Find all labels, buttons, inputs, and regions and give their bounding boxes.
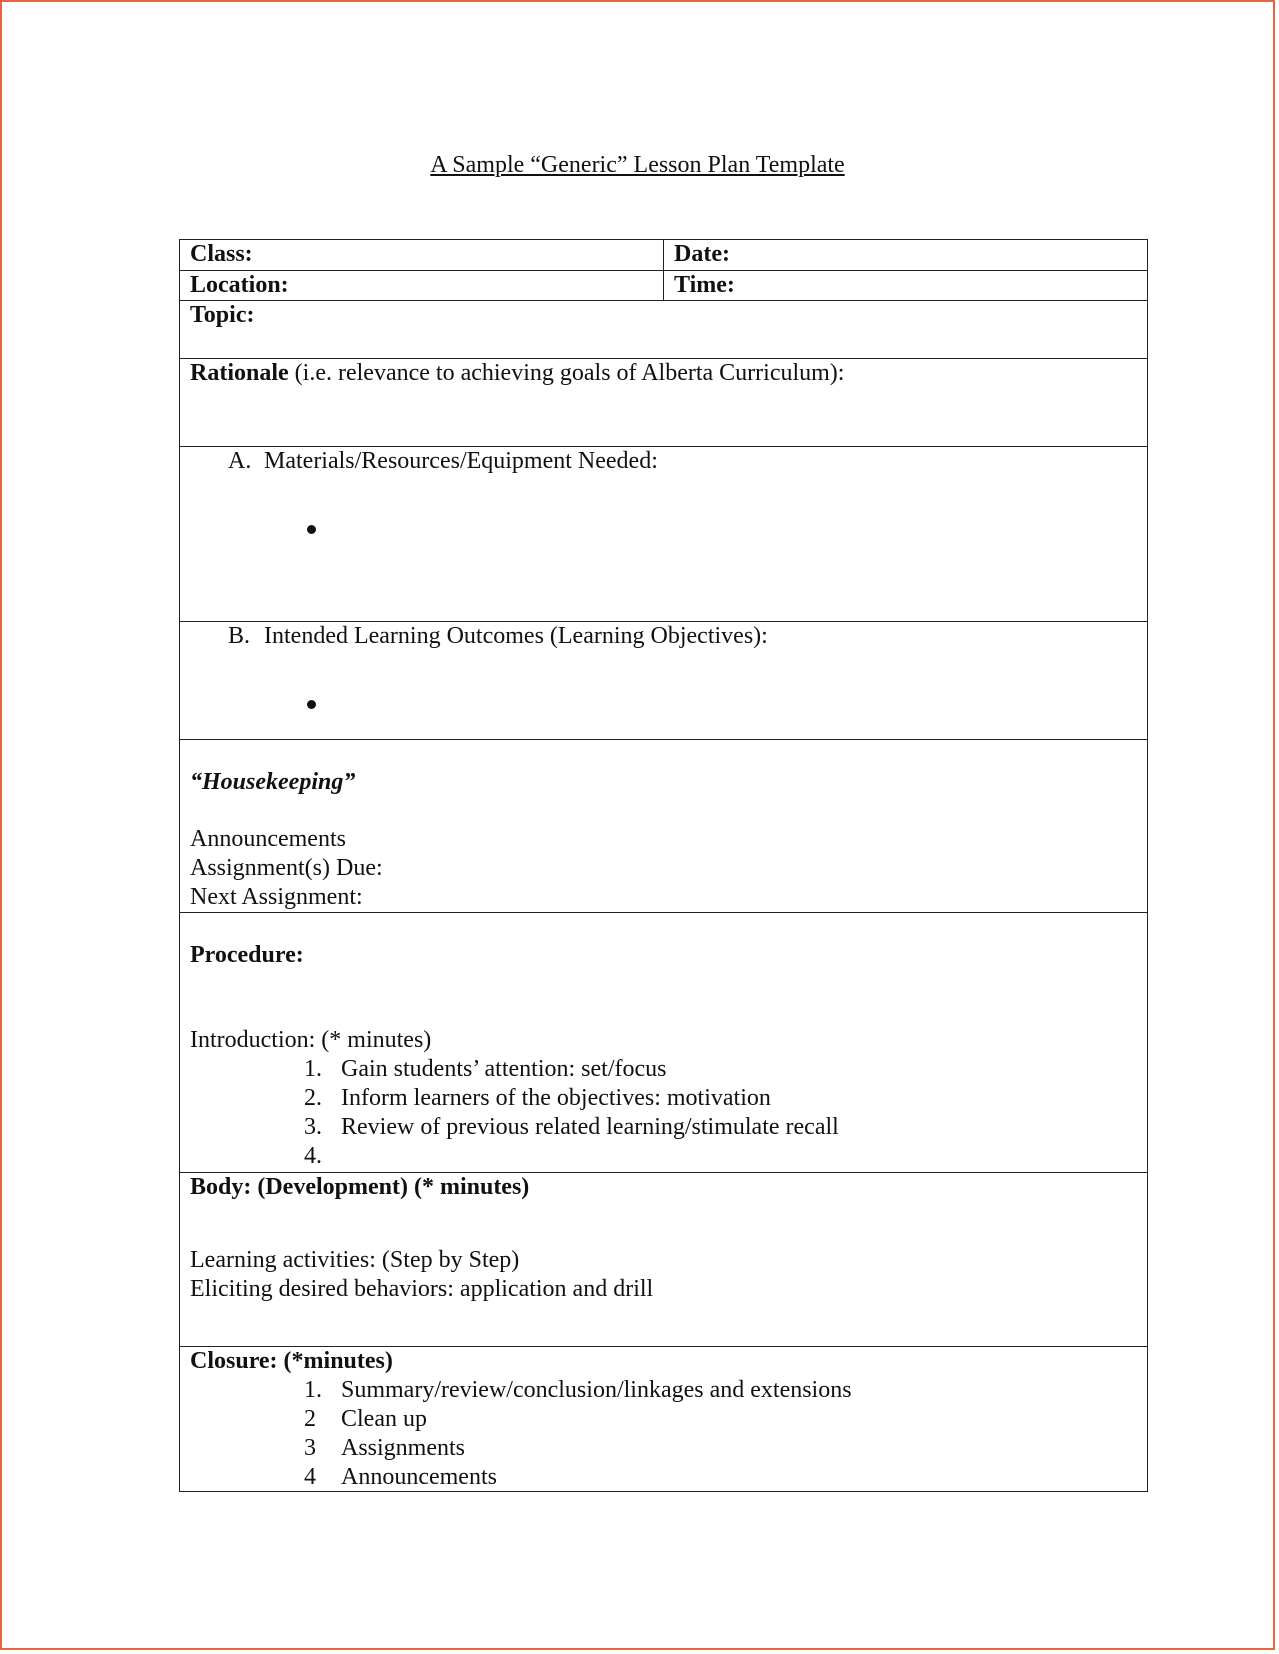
list-item: 4 Announcements (304, 1464, 497, 1490)
outcomes-label: Intended Learning Outcomes (Learning Objectives): (264, 623, 768, 649)
outcomes-bullet (307, 700, 316, 709)
procedure-title: Procedure: (190, 942, 304, 968)
housekeeping-line: Assignment(s) Due: (190, 855, 383, 881)
housekeeping-title: “Housekeeping” (190, 769, 356, 795)
class-date-row (180, 240, 1147, 270)
materials-label: Materials/Resources/Equipment Needed: (264, 448, 658, 474)
time-label: Time: (674, 272, 735, 298)
materials-letter: A. (228, 448, 252, 474)
body-line: Learning activities: (Step by Step) (190, 1247, 520, 1273)
closure-title: Closure: (*minutes) (190, 1348, 393, 1374)
body-row (180, 1172, 1147, 1346)
location-label: Location: (190, 272, 289, 298)
materials-row (180, 446, 1147, 621)
list-item: 3. Review of previous related learning/stimulate recall (304, 1114, 839, 1140)
materials-bullet (307, 525, 316, 534)
procedure-row (180, 912, 1147, 1172)
location-time-row (180, 270, 1147, 300)
body-title: Body: (Development) (* minutes) (190, 1174, 530, 1200)
topic-row (180, 300, 1147, 358)
list-item: 1. Summary/review/conclusion/linkages and extensions (304, 1377, 852, 1403)
list-item: 1. Gain students’ attention: set/focus (304, 1056, 667, 1082)
outcomes-letter: B. (228, 623, 251, 649)
rationale-row (180, 358, 1147, 446)
body-line: Eliciting desired behaviors: application and drill (190, 1276, 654, 1302)
rationale-text: (i.e. relevance to achieving goals of Alberta Curriculum): (288, 360, 845, 386)
list-item: 2. Inform learners of the objectives: motivation (304, 1085, 771, 1111)
list-item: 3 Assignments (304, 1435, 466, 1461)
date-label: Date: (674, 241, 730, 267)
housekeeping-line: Next Assignment: (190, 884, 363, 910)
closure-steps (180, 1376, 1147, 1492)
outcomes-row (180, 621, 1147, 739)
housekeeping-row (180, 739, 1147, 912)
list-item: 4. (304, 1143, 322, 1169)
lesson-plan-table (179, 239, 1148, 1492)
topic-label: Topic: (190, 302, 255, 328)
class-label: Class: (190, 241, 253, 267)
procedure-steps (180, 1055, 1147, 1171)
document-title: A Sample “Generic” Lesson Plan Template (430, 152, 845, 178)
list-item: 2 Clean up (304, 1406, 427, 1432)
housekeeping-line: Announcements (190, 826, 346, 852)
closure-row (180, 1346, 1147, 1491)
rationale-label: Rationale (190, 360, 289, 386)
procedure-intro: Introduction: (* minutes) (190, 1027, 432, 1053)
